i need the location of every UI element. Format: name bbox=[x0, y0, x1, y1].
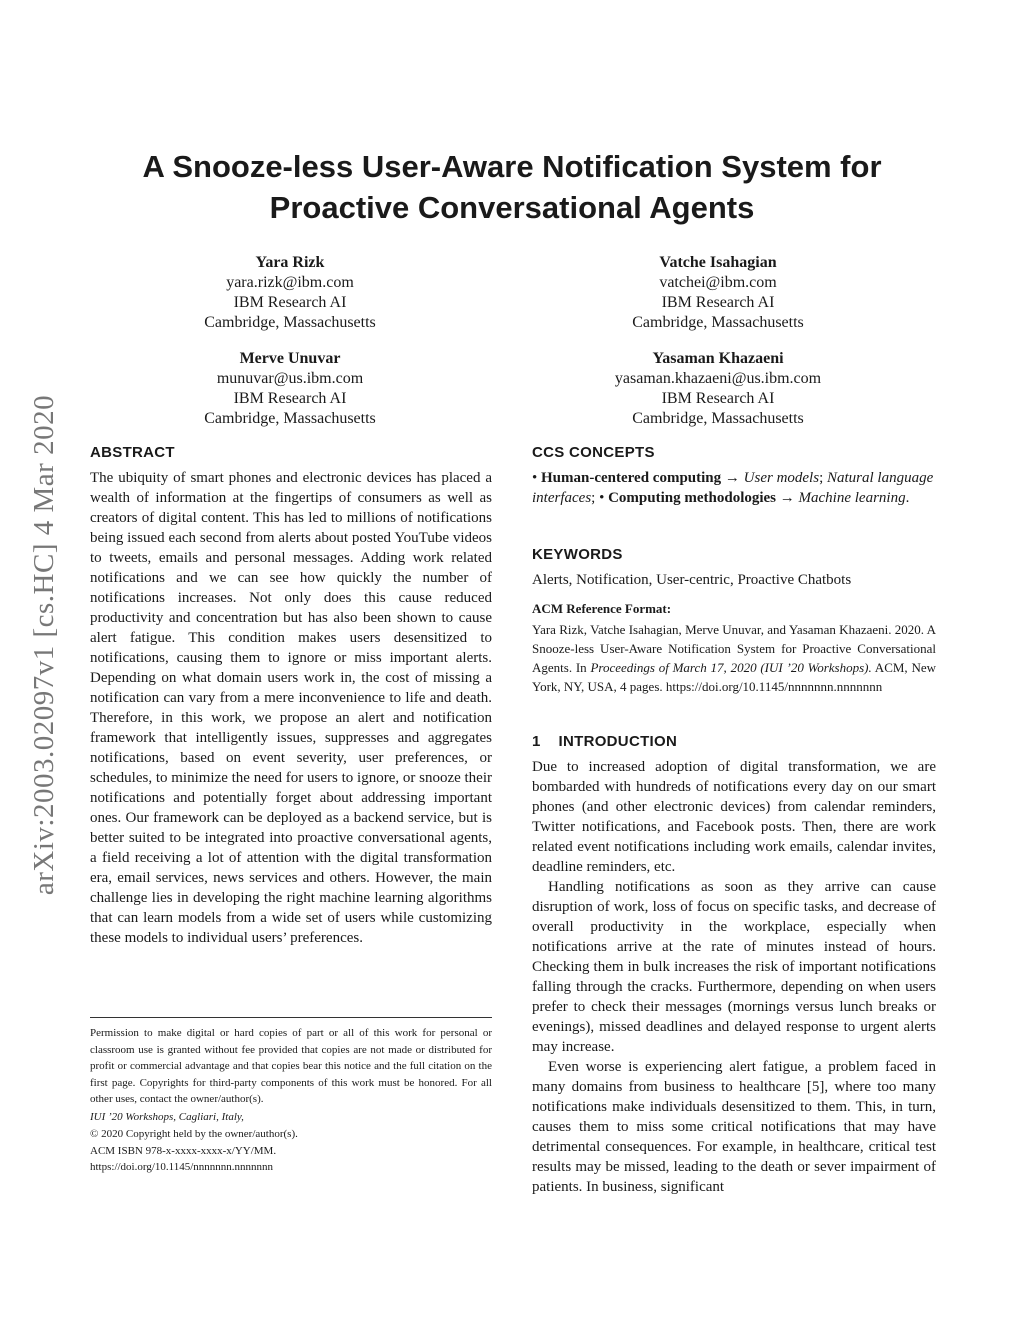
author-block bbox=[130, 253, 450, 333]
author-name: Yara Rizk bbox=[255, 254, 325, 271]
intro-paragraph: Due to increased adoption of digital transformation, we are bombarded with hundreds of notifications every day on our smart phones (and other electronic devices) from calendar reminders, Twitter notifications, and Facebook posts. Then, there are work related event notifications including work emails, calendar invites, deadline reminders, etc. bbox=[532, 759, 936, 875]
abstract-text: The ubiquity of smart phones and electronic devices has placed a wealth of information at the fingertips of consumers as well as creators of digital content. This has led to millions of notifications being issued each second from alerts about posted YouTube videos to tweets, emails and personal messages. Adding work related notifications and we can see how quickly the number of notifications increases. Not only does this cause reduced productivity and concentration but has also been shown to cause alert fatigue. This condition makes users desensitized to notifications, causing them to ignore or miss important alerts. Depending on what domain users work in, the cost of missing a notification can vary from a mere inconvenience to life and death. Therefore, in this work, we propose an alert and notification framework that intelligently issues, suppresses and aggregates notifications, based on event severity, user preferences, or schedules, to minimize the need for users to ignore, or snooze their notifications and potentially forget about addressing important ones. Our framework can be deployed as a backend service, but is better suited to be integrated into proactive conversational agents, a field receiving a lot of attention with the digital transformation era, email services, news services and others. However, the main challenge lies in developing the right machine learning algorithms that can learn models from a wide set of users while customizing these models to individual users’ preferences. bbox=[90, 470, 492, 946]
footnote-divider bbox=[90, 1017, 492, 1018]
ccs-concept: Natural language interfaces bbox=[532, 470, 934, 506]
author-affiliation: IBM Research AI bbox=[661, 294, 775, 311]
author-email: vatchei@ibm.com bbox=[659, 274, 777, 291]
author-location: Cambridge, Massachusetts bbox=[632, 314, 804, 331]
author-affiliation: IBM Research AI bbox=[233, 390, 347, 407]
footnote-block bbox=[90, 1025, 492, 1176]
ccs-concept: Machine learning bbox=[798, 490, 906, 506]
ccs-term-2: Computing methodologies bbox=[608, 490, 777, 506]
doi-line: https://doi.org/10.1145/nnnnnnn.nnnnnnn bbox=[90, 1161, 274, 1173]
permission-notice: Permission to make digital or hard copies of part or all of this work for personal or classroom use is granted without fee provided that copies are not made or distributed for profit or commercial advantage and that copies bear this notice and the full citation on the first page. Copyrights for third-party components of this work must be honored. For all other uses, contact the owner/author(s). bbox=[90, 1027, 492, 1105]
acm-reference-part: Yara Rizk, Vatche Isahagian, Merve Unuvar, and Yasaman Khazaeni. 2020. A Snooze-less User-Aware Notification System for Proactive Conversational Agents. In bbox=[532, 622, 936, 675]
ccs-bullet: • bbox=[532, 470, 538, 486]
abstract-body bbox=[90, 468, 492, 948]
arrow-icon: → bbox=[779, 490, 795, 506]
author-affiliation: IBM Research AI bbox=[233, 294, 347, 311]
author-affiliation: IBM Research AI bbox=[661, 390, 775, 407]
title-line-2: Proactive Conversational Agents bbox=[269, 190, 755, 225]
ccs-concepts: • Human-centered computing → User models; Natural language interfaces; • Computing methodologies → Machine learning. bbox=[532, 470, 934, 506]
author-block bbox=[558, 349, 878, 429]
venue-line: IUI ’20 Workshops, Cagliari, Italy, bbox=[90, 1110, 244, 1123]
acm-reference-part: ACM, New York, NY, USA, 4 pages. https://doi.org/10.1145/nnnnnnn.nnnnnnn bbox=[532, 660, 936, 694]
isbn-line: ACM ISBN 978-x-xxxx-xxxx-x/YY/MM. bbox=[90, 1144, 277, 1157]
arxiv-identifier: arXiv:2003.02097v1 [cs.HC] 4 Mar 2020 bbox=[28, 394, 60, 896]
author-location: Cambridge, Massachusetts bbox=[632, 410, 804, 427]
copyright-line: © 2020 Copyright held by the owner/author(s). bbox=[90, 1128, 298, 1140]
author-email: munuvar@us.ibm.com bbox=[216, 370, 364, 387]
author-email: yasaman.khazaeni@us.ibm.com bbox=[614, 370, 822, 387]
ccs-bullet: • bbox=[599, 490, 605, 506]
author-name: Yasaman Khazaeni bbox=[652, 350, 784, 367]
arrow-icon: → bbox=[724, 470, 740, 486]
author-location: Cambridge, Massachusetts bbox=[204, 314, 376, 331]
author-location: Cambridge, Massachusetts bbox=[204, 410, 376, 427]
acm-reference-heading: ACM Reference Format: bbox=[532, 601, 672, 616]
ccs-heading: CCS CONCEPTS bbox=[532, 444, 655, 461]
acm-reference-proceedings: Proceedings of March 17, 2020 (IUI ’20 Workshops). bbox=[590, 660, 872, 675]
intro-paragraph: Even worse is experiencing alert fatigue, a problem faced in many domains from business to healthcare [5], where too many notifications make individuals desensitized to them. This, in turn, causes them to miss some critical notifications that may have detrimental consequences. For example, in healthcare, critical test results may be missed, leading to the death or sever impairment of patients. In business, significant bbox=[532, 1059, 936, 1195]
introduction-body bbox=[532, 757, 936, 1197]
abstract-heading: ABSTRACT bbox=[90, 444, 175, 461]
author-email: yara.rizk@ibm.com bbox=[226, 274, 354, 291]
author-name: Merve Unuvar bbox=[239, 350, 341, 367]
keywords-text: Alerts, Notification, User-centric, Proactive Chatbots bbox=[532, 572, 852, 588]
author-block bbox=[558, 253, 878, 333]
acm-reference-text bbox=[532, 620, 936, 696]
introduction-heading: 1 INTRODUCTION bbox=[532, 733, 678, 750]
intro-paragraph: Handling notifications as soon as they arrive can cause disruption of work, loss of focus on specific tasks, and decrease of overall productivity in the workplace, especially when notifications arrive at the rate of minutes instead of hours. Checking them in bulk increases the risk of important notifications falling through the cracks. Furthermore, depending on when users prefer to check their messages (mornings versus lunch breaks or evenings), missed deadlines and delayed response to urgent alerts may increase. bbox=[532, 879, 936, 1055]
author-name: Vatche Isahagian bbox=[659, 254, 777, 271]
paper-title bbox=[0, 146, 1024, 228]
keywords-heading: KEYWORDS bbox=[532, 546, 623, 563]
ccs-term-1: Human-centered computing bbox=[541, 470, 722, 486]
ccs-concept: User models bbox=[743, 470, 820, 486]
author-block bbox=[130, 349, 450, 429]
title-line-1: A Snooze-less User-Aware Notification System for bbox=[142, 149, 882, 184]
